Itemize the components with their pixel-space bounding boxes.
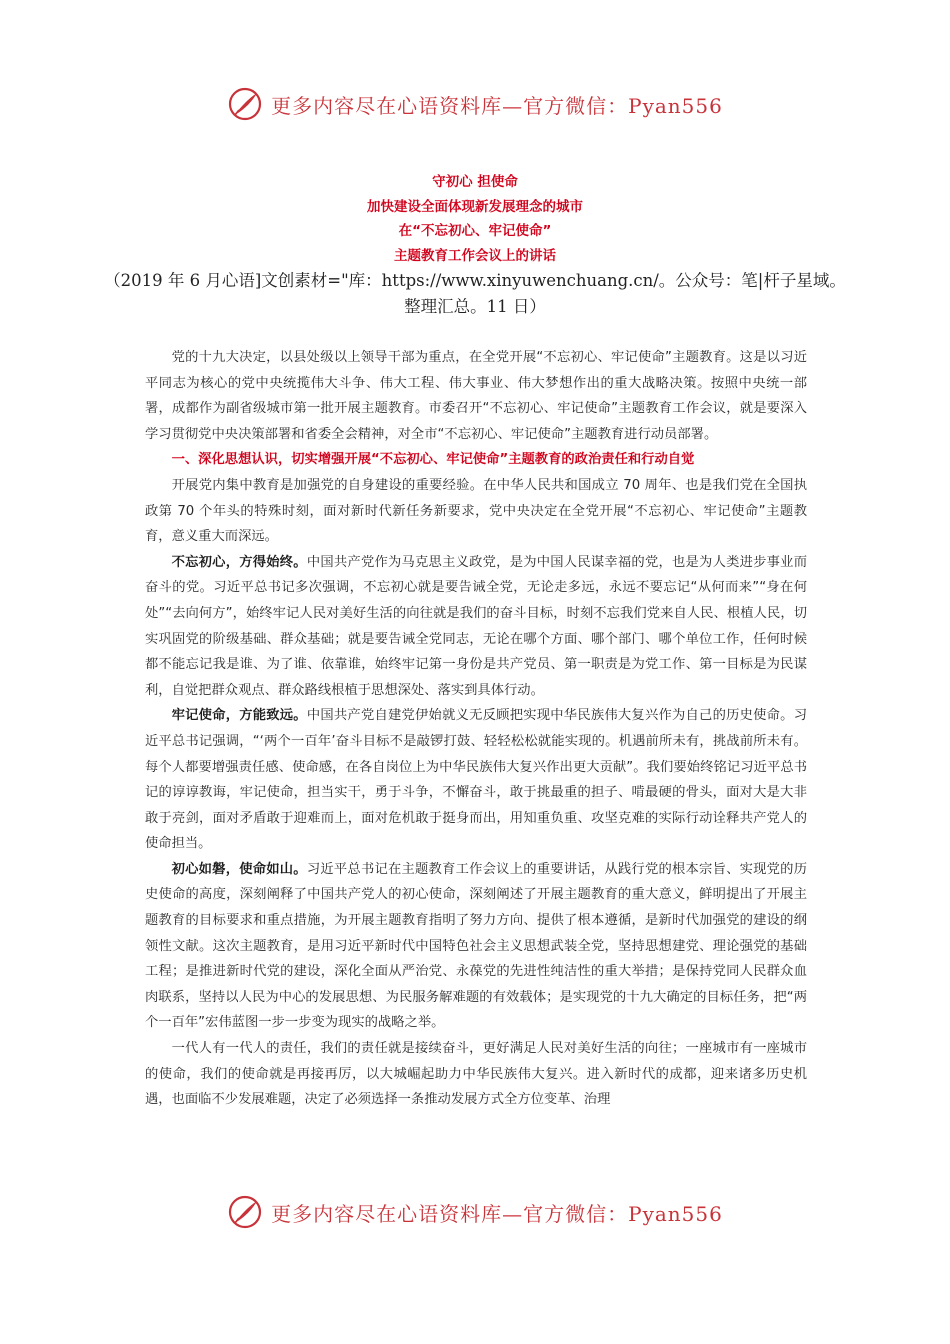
- quill-logo-icon: [227, 86, 263, 122]
- paragraph-5-lead: 初心如磐，使命如山。: [171, 861, 307, 877]
- banner-text: 更多内容尽在心语资料库—官方微信：Pyan556: [271, 93, 723, 118]
- paragraph-5: [145, 857, 807, 1036]
- footer-banner: [0, 1190, 950, 1234]
- title-line-4: 主题教育工作会议上的讲话: [394, 247, 556, 264]
- title-line-1: 守初心 担使命: [432, 174, 518, 190]
- banner-text: 更多内容尽在心语资料库—官方微信：Pyan556: [271, 1201, 723, 1226]
- section-heading-1: 一、深化思想认识，切实增强开展“不忘初心、牢记使命”主题教育的政治责任和行动自觉: [171, 452, 695, 468]
- paragraph-4-lead: 牢记使命，方能致远。: [171, 708, 307, 724]
- date-source-line: （2019 年 6 月心语]文创素材="库：https://www.xinyuwenchuang.cn/。公众号：笔|杆子星域。整理汇总。11 日）: [104, 271, 846, 316]
- document-title-block: [0, 170, 950, 268]
- paragraph-intro: 党的十九大决定，以县处级以上领导干部为重点，在全党开展“不忘初心、牢记使命”主题教育。这是以习近平同志为核心的党中央统揽伟大斗争、伟大工程、伟大事业、伟大梦想作出的重大战略决策。按照中央统一部署，成都作为副省级城市第一批开展主题教育。市委召开“不忘初心、牢记使命”主题教育工作会议，就是要深入学习贯彻党中央决策部署和省委全会精神，对全市“不忘初心、牢记使命”主题教育进行动员部署。: [145, 350, 807, 442]
- quill-logo-icon: [227, 1194, 263, 1230]
- paragraph-3-lead: 不忘初心，方得始终。: [171, 554, 307, 570]
- document-body: [145, 345, 807, 1113]
- paragraph-6: 一代人有一代人的责任，我们的责任就是接续奋斗，更好满足人民对美好生活的向往；一座城市有一座城市的使命，我们的使命就是再接再厉，以大城崛起助力中华民族伟大复兴。进入新时代的成都，迎来诸多历史机遇，也面临不少发展难题，决定了必须选择一条推动发展方式全方位变革、治理: [145, 1041, 807, 1108]
- header-banner: [0, 82, 950, 126]
- title-line-2: 加快建设全面体现新发展理念的城市: [367, 198, 583, 215]
- paragraph-4: [145, 703, 807, 857]
- paragraph-4-text: 中国共产党自建党伊始就义无反顾把实现中华民族伟大复兴作为自己的历史使命。习近平总书记强调，“‘两个一百年’奋斗目标不是敲锣打鼓、轻轻松松就能实现的。机遇前所未有，挑战前所未有。每个人都要增强责任感、使命感，在各自岗位上为中华民族伟大复兴作出更大贡献”。我们要始终铭记习近平总书记的谆谆教诲，牢记使命，担当实干，勇于斗争，不懈奋斗，敢于挑最重的担子、啃最硬的骨头，面对大是大非敢于亮剑，面对矛盾敢于迎难而上，面对危机敢于挺身而出，用知重负重、攻坚克难的实际行动诠释共产党人的使命担当。: [145, 708, 808, 852]
- paragraph-3-text: 中国共产党作为马克思主义政党，是为中国人民谋幸福的党，也是为人类进步事业而奋斗的党。习近平总书记多次强调，不忘初心就是要告诫全党，无论走多远，永远不要忘记“从何而来”“身在何处”“去向何方”，始终牢记人民对美好生活的向往就是我们的奋斗目标，时刻不忘我们党来自人民、根植人民，切实巩固党的阶级基础、群众基础；就是要告诫全党同志，无论在哪个方面、哪个部门、哪个单位工作，任何时候都不能忘记我是谁、为了谁、依靠谁，始终牢记第一身份是共产党员、第一职责是为党工作、第一目标是为民谋利，自觉把群众观点、群众路线根植于思想深处、落实到具体行动。: [145, 554, 808, 698]
- paragraph-5-text: 习近平总书记在主题教育工作会议上的重要讲话，从践行党的根本宗旨、实现党的历史使命的高度，深刻阐释了中国共产党人的初心使命，深刻阐述了开展主题教育的重大意义，鲜明提出了开展主题教育的目标要求和重点措施，为开展主题教育指明了努力方向、提供了根本遵循，是新时代加强党的建设的纲领性文献。这次主题教育，是用习近平新时代中国特色社会主义思想武装全党，坚持思想建党、理论强党的基础工程；是推进新时代党的建设，深化全面从严治党、永葆党的先进性纯洁性的重大举措；是保持党同人民群众血肉联系，坚持以人民为中心的发展思想、为民服务解难题的有效载体；是实现党的十九大确定的目标任务，把“两个一百年”宏伟蓝图一步一步变为现实的战略之举。: [145, 861, 808, 1031]
- title-line-3: 在“不忘初心、牢记使命”: [398, 223, 552, 239]
- paragraph-3: [145, 550, 807, 704]
- paragraph-2: 开展党内集中教育是加强党的自身建设的重要经验。在中华人民共和国成立 70 周年、也是我们党在全国执政第 70 个年头的特殊时刻，面对新时代新任务新要求，党中央决定在全党开展“不忘初心、牢记使命”主题教育，意义重大而深远。: [145, 477, 807, 545]
